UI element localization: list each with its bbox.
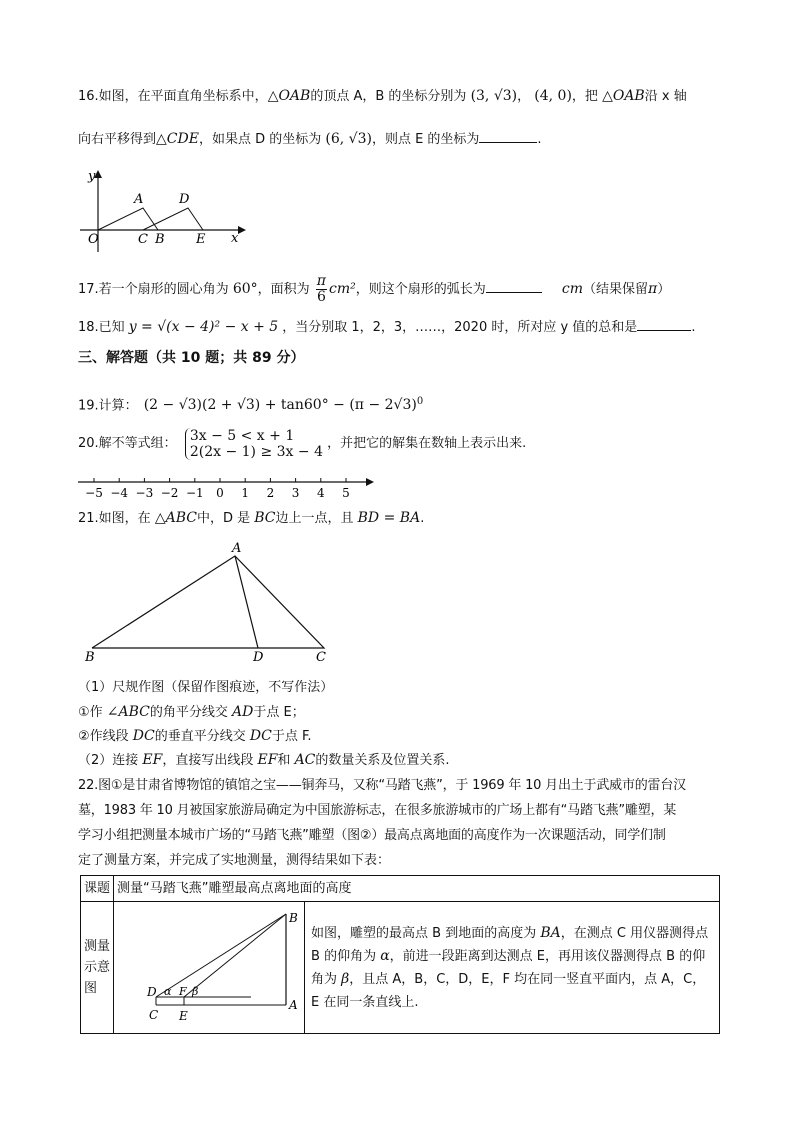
label-b: B: [289, 911, 298, 925]
topic-label: 课题: [81, 876, 114, 902]
q21-stem: 21.如图，在 △ABC中，D 是 BC边上一点，且 BD = BA.: [78, 510, 425, 526]
label-d: D: [179, 192, 190, 207]
q22-line-1: 22.图①是甘肃省博物馆的镇馆之宝——铜奔马，又称“马踏飞燕”，于 1969 年 10 月出土于武威市的雷台汉: [78, 778, 686, 793]
label-o: O: [88, 232, 99, 247]
number-line-tick-label: 2: [266, 486, 275, 500]
measurement-table: [80, 875, 720, 1034]
elevation-diagram: [114, 902, 304, 1026]
number-line-tick-label: 0: [216, 486, 224, 500]
table-row-diagram: [81, 902, 720, 1034]
q16-line-2: 向右平移得到△CDE，如果点 D 的坐标为 (6, √3)，则点 E 的坐标为 .: [78, 128, 542, 150]
inequality-system: 3x − 5 < x + 1 2(2x − 1) ≥ 3x − 4: [185, 428, 323, 460]
label-c: C: [316, 650, 326, 665]
label-a: A: [134, 192, 144, 207]
number-line-tick-label: −4: [110, 486, 129, 500]
triangle-cde: [143, 208, 203, 230]
number-line-tick-label: −1: [185, 486, 204, 500]
x-axis-arrow: [238, 226, 246, 234]
label-d: D: [253, 650, 264, 665]
q21-sub2: （2）连接 EF，直接写出线段 EF和 AC的数量关系及位置关系.: [78, 752, 450, 768]
q22-line-3: 学习小组把测量本城市广场的“马踏飞燕”雕塑（图②）最高点离地面的高度作为一次课题活动，同学们制: [78, 828, 666, 843]
section-heading: 三、解答题（共 10 题；共 89 分）: [78, 350, 305, 366]
answer-blank: [637, 316, 691, 331]
label-c: C: [149, 1008, 159, 1022]
sightline-db: [156, 914, 286, 997]
q16-line-1: 16.如图，在平面直角坐标系中，△OAB的顶点 A，B 的坐标分别为 (3, √3)， (4, 0)，把 △OAB沿 x 轴: [78, 88, 687, 104]
label-a: A: [289, 998, 298, 1012]
diagram-cell: [114, 902, 305, 1034]
label-b: B: [155, 232, 165, 247]
fraction-pi-6: $\frac{\pi}{6}$: [316, 273, 326, 305]
q22-line-4: 定了测量方案，并完成了实地测量，测得结果如下表：: [78, 853, 391, 868]
number-line-tick-label: −3: [135, 486, 154, 500]
number-line-arrow: [366, 478, 374, 486]
q18: 18.已知 y = √(x − 4)² − x + 5 ，当分别取 1，2，3，……，2020 时，所对应 y 值的总和是 .: [78, 316, 695, 338]
topic-value: 测量“马踏飞燕”雕塑最高点离地面的高度: [114, 876, 720, 902]
triangle-abc: [92, 556, 324, 648]
label-b: B: [85, 650, 95, 665]
diagram-description: 如图，雕塑的最高点 B 到地面的高度为 BA，在测点 C 用仪器测得点 B 的仰角为 α，前进一段距离到达测点 E，再用该仪器测得点 B 的仰角为 β，且点 A，B，C，D，E，F 均在同一竖直平面内，点 A，C，E 在同一条直线上.: [305, 902, 720, 1034]
number-line-tick-label: 5: [342, 486, 350, 500]
q21-sub1: （1）尺规作图（保留作图痕迹，不写作法）: [78, 680, 334, 695]
q21-sub1a: ①作 ∠ABC的角平分线交 AD于点 E；: [78, 704, 305, 720]
label-f: F: [179, 985, 187, 998]
label-a: A: [232, 541, 242, 556]
table-row-topic: [81, 876, 720, 902]
answer-blank: [479, 128, 537, 143]
label-d: D: [147, 985, 157, 999]
label-e: E: [179, 1009, 188, 1023]
q17: 17.若一个扇形的圆心角为 60°，面积为 $\frac{\pi}{6}$ cm²，则这个扇形的弧长为 cm（结果保留π）: [78, 273, 671, 305]
number-line-tick-label: 3: [291, 486, 300, 500]
q20: 20.解不等式组： 3x − 5 < x + 1 2(2x − 1) ≥ 3x − 4 ，并把它的解集在数轴上表示出来.: [78, 428, 527, 460]
label-e: E: [196, 232, 206, 247]
number-line-tick-label: −5: [85, 486, 103, 500]
label-x: x: [231, 231, 239, 246]
q21-sub1b: ②作线段 DC的垂直平分线交 DC于点 F.: [78, 728, 312, 744]
q16-coordinate-figure: [76, 164, 246, 256]
q19: 19.计算： $(2 - √3)(2 + √3) + \tan 60^\circ - (\pi - 2√3)^0$: [78, 396, 424, 414]
sightline-fb: [184, 914, 286, 997]
answer-blank: [486, 278, 542, 293]
diagram-label: 测量示意图: [81, 902, 114, 1034]
number-line: [76, 470, 376, 502]
label-y: y: [88, 169, 96, 184]
number-line-tick-label: 1: [241, 486, 250, 500]
number-line-tick-label: −2: [160, 486, 179, 500]
q22-line-2: 墓，1983 年 10 月被国家旅游局确定为中国旅游标志，在很多旅游城市的广场上都有“马踏飞燕”雕塑，某: [78, 803, 677, 818]
label-alpha: α: [164, 985, 172, 998]
q21-triangle-figure: [80, 540, 340, 666]
number-line-tick-label: 4: [316, 486, 325, 500]
label-beta: β: [192, 985, 199, 998]
label-c: C: [138, 232, 148, 247]
segment-ad: [235, 556, 258, 648]
